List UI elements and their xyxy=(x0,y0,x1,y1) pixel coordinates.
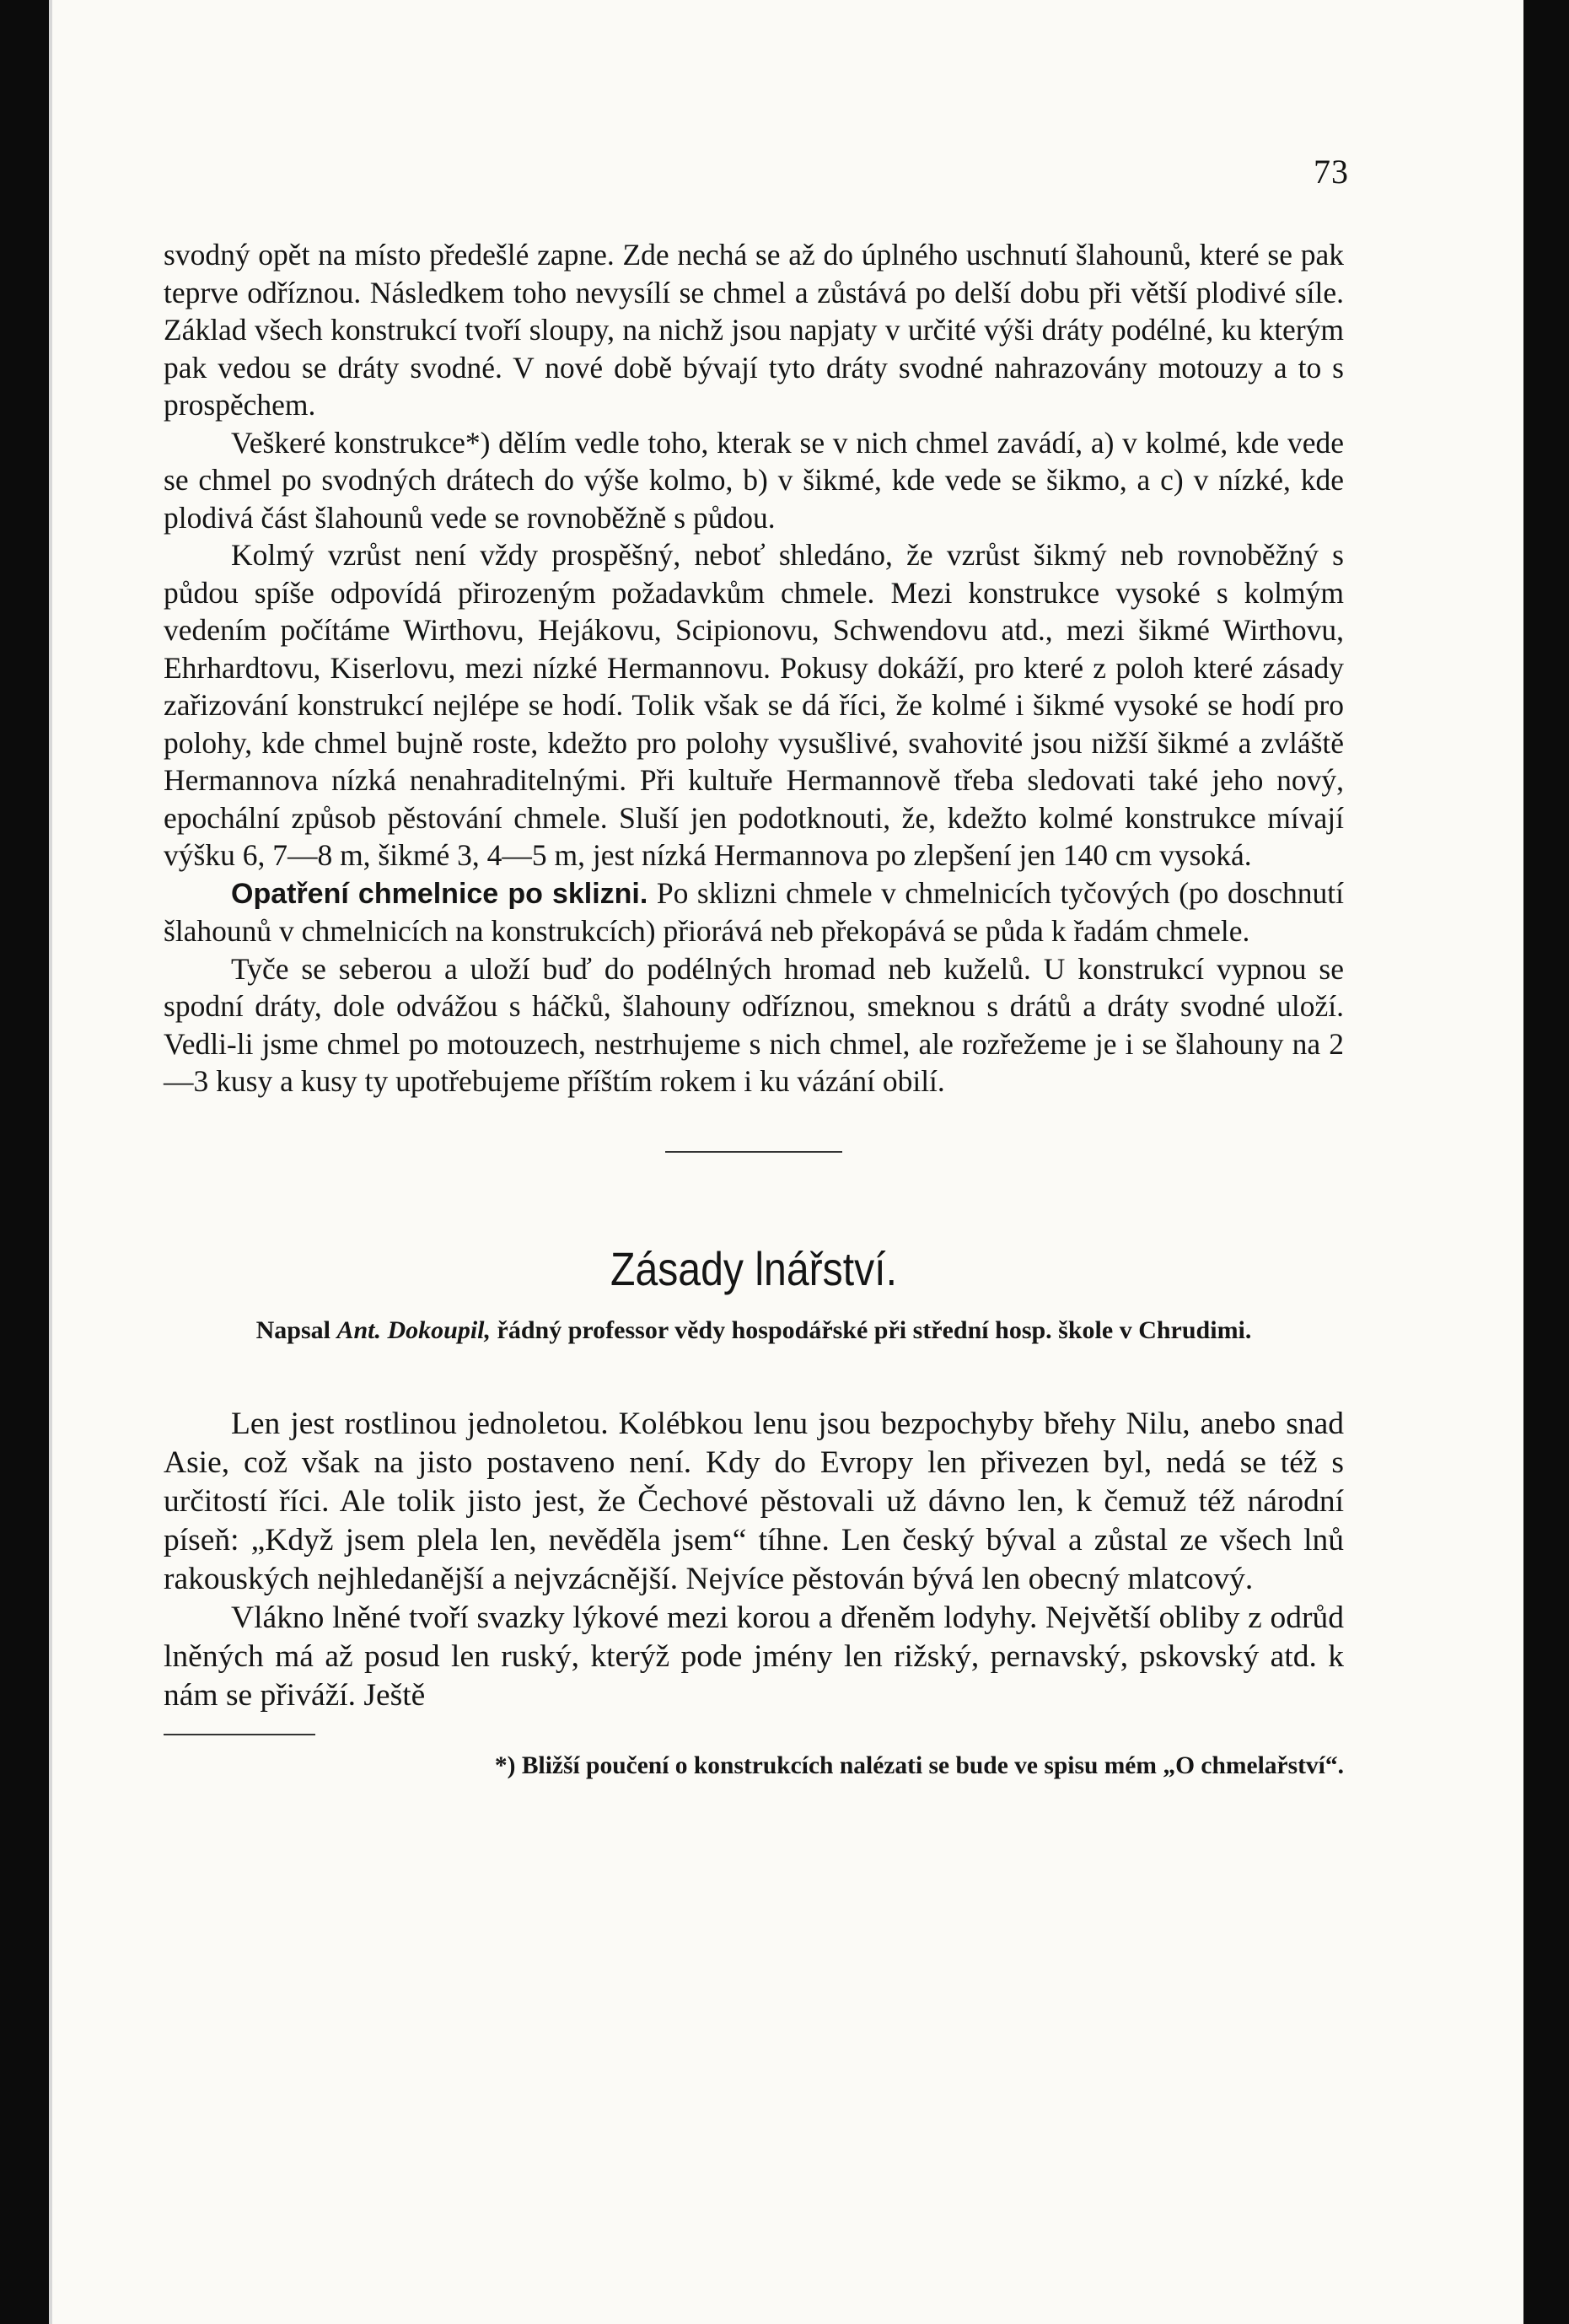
section-body xyxy=(164,1405,1344,1715)
paragraph: Veškeré konstrukce*) dělím vedle toho, kterak se v nich chmel zavádí, a) v kolmé, kde vede se chmel po svodných drátech do výše kolmo, b) v šikmé, kde vede se šikmo, a c) v nízké, kde plodivá část šlahounů vede se rovnoběžně s půdou. xyxy=(164,425,1344,535)
page-number: 73 xyxy=(1314,153,1349,191)
paragraph: Vlákno lněné tvoří svazky lýkové mezi korou a dřeněm lodyhy. Největší obliby z odrůd lněných má až posud len ruský, kterýž pode jmény len rižský, pernavský, pskovský atd. k nám se přiváží. Ještě xyxy=(164,1600,1344,1713)
paragraph: Tyče se seberou a uloží buď do podélných hromad neb kuželů. U konstrukcí vypnou se spodní dráty, dole odvážou s háčků, šlahouny odříznou, smeknou s drátů a dráty svodné uloží. Vedli-li jsme chmel po motouzech, nestrhujeme s nich chmel, ale rozřežeme je i se šlahouny na 2—3 kusy a kusy ty upotřebujeme příštím rokem i ku vázání obilí. xyxy=(164,951,1344,1098)
byline xyxy=(164,1315,1344,1346)
page-body xyxy=(164,236,1344,1781)
runin-heading: Opatření chmelnice po sklizni. xyxy=(231,877,648,910)
paragraph-runin xyxy=(164,874,1344,950)
paragraph: Len jest rostlinou jednoletou. Kolébkou lenu jsou bezpochyby břehy Nilu, anebo snad Asie, což však na jisto postaveno není. Kdy do Evropy len přivezen byl, nedá se též s určitostí říci. Ale tolik jisto jest, že Čechové pěstovali už dávno len, k čemuž též národní píseň: „Když jsem plela len, nevěděla jsem“ tíhne. Len český býval a zůstal ze všech lnů rakouských nejhledanější a nejvzácnější. Nejvíce pěstován bývá len obecný mlatcový. xyxy=(164,1406,1344,1596)
byline-author: Ant. Dokoupil, xyxy=(336,1315,492,1344)
footnote: *) Bližší poučení o konstrukcích nalézati se bude ve spisu mém „O chmelařství“. xyxy=(494,1751,1344,1779)
byline-prefix: Napsal xyxy=(255,1315,330,1344)
footnote-rule xyxy=(164,1734,315,1735)
section-divider xyxy=(665,1151,842,1153)
paragraph: Kolmý vzrůst není vždy prospěšný, neboť shledáno, že vzrůst šikmý neb rovnoběžný s půdou spíše odpovídá přirozeným požadavkům chmele. Mezi konstrukce vysoké s kolmým vedením počítáme Wirthovu, Hejákovu, Scipionovu, Schwendovu atd., mezi šikmé Wirthovu, Ehrhardtovu, Kiserlovu, mezi nízké Hermannovu. Pokusy dokáží, pro které z poloh které zásady zařizování konstrukcí nejlépe se hodí. Tolik však se dá říci, že kolmé i šikmé vysoké se hodí pro polohy, kde chmel bujně roste, kdežto pro polohy vysušlivé, svahovité jsou nižší šikmé a zvláště Hermannova nízká nenahraditelnými. Při kultuře Hermannově třeba sledovati také jeho nový, epochální způsob pěstování chmele. Sluší jen podotknouti, že, kdežto kolmé konstrukce mívají výšku 6, 7—8 m, šikmé 3, 4—5 m, jest nízká Hermannova po zlepšení jen 140 cm vysoká. xyxy=(164,538,1344,872)
runin-text: Po sklizni chmele v chmelnicích tyčových (po doschnutí šlahounů v chmelnicích na konstrukcích) přiorává neb překopává se půda k řadám chmele. xyxy=(164,875,1345,948)
byline-rest: řádný professor vědy hospodářské při střední hosp. škole v Chrudimi. xyxy=(497,1315,1252,1344)
section-title: Zásady lnářství. xyxy=(610,1241,897,1295)
paragraph: svodný opět na místo předešlé zapne. Zde nechá se až do úplného uschnutí šlahounů, které se pak teprve odříznou. Následkem toho nevysílí se chmel a zůstává po delší dobu při větší plodivé síle. Základ všech konstrukcí tvoří sloupy, na nichž jsou napjaty v určité výši dráty podélné, ku kterým pak vedou se dráty svodné. V nové době bývají tyto dráty svodné nahrazovány motouzy a to s prospěchem. xyxy=(164,238,1344,422)
